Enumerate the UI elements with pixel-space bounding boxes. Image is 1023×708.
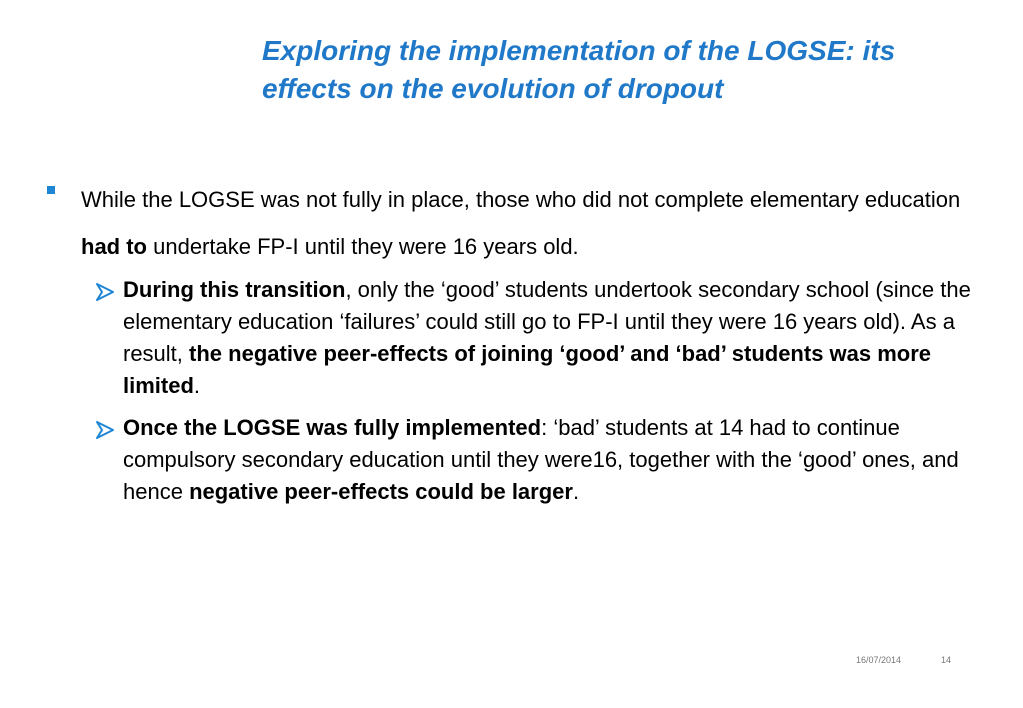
square-bullet-icon (47, 186, 55, 194)
text-segment: undertake FP-I until they were 16 years old. (147, 234, 579, 259)
text-segment: . (572, 479, 580, 504)
text-segment-bold: the negative peer-effects of joining ‘good’ and ‘bad’ students was more limited (123, 341, 932, 398)
arrow-bullet-icon (95, 420, 115, 440)
bullet-item (81, 176, 961, 270)
text-segment: , only the ‘good’ students undertook secondary school (since the elementary education ‘failures’ could still go to FP-I until they were 16 years old). As a result, (123, 277, 971, 366)
text-segment: . (193, 373, 201, 398)
text-segment: While the LOGSE was not fully in place, those who did not complete elementary education (81, 187, 961, 212)
text-segment-bold: Once the LOGSE was fully implemented (123, 415, 542, 440)
text-segment-bold: During this transition (123, 277, 346, 302)
slide-title-line-1: Exploring the implementation of the LOGSE: its (262, 35, 896, 66)
sub-bullet-item (123, 274, 983, 402)
text-segment-bold: negative peer-effects could be larger (189, 479, 573, 504)
arrow-bullet-icon (95, 282, 115, 302)
page-number: 14 (941, 655, 952, 665)
text-segment: : ‘bad’ students at 14 had to continue compulsory secondary education until they were16, together with the ‘good’ ones, and hence (123, 415, 959, 504)
slide-title (262, 32, 1002, 108)
footer-date: 16/07/2014 (856, 655, 902, 665)
sub-bullet-item (123, 412, 983, 508)
text-segment-bold: had to (81, 234, 147, 259)
slide-title-line-2: effects on the evolution of dropout (262, 73, 724, 104)
